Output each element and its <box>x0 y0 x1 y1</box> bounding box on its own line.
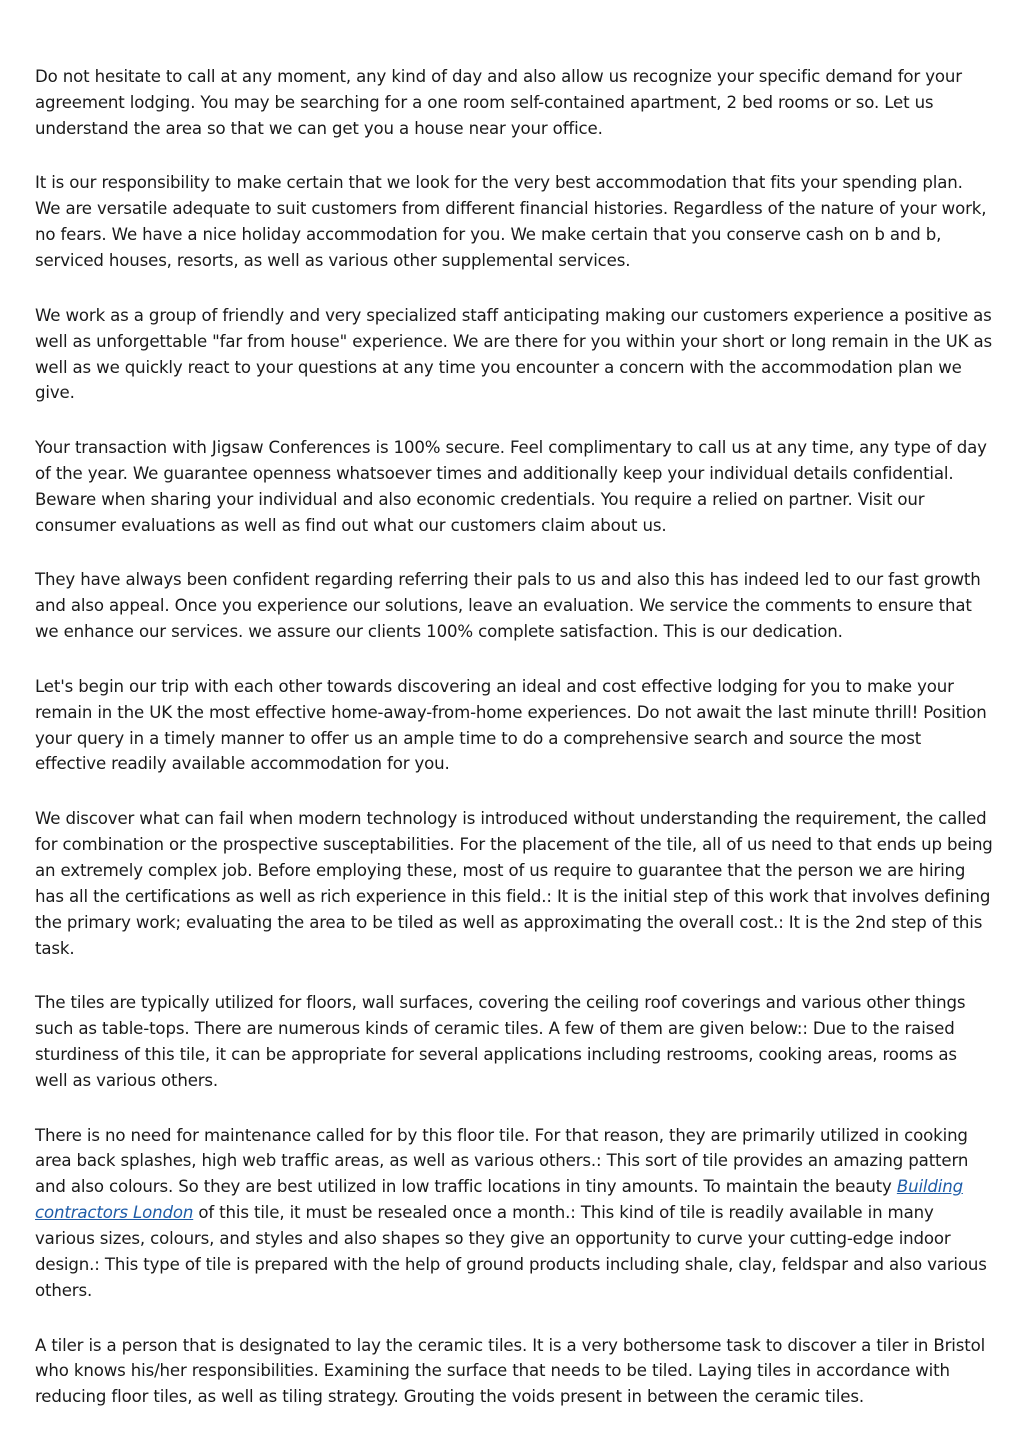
paragraph-9-text-after: of this tile, it must be resealed once a month.: This kind of tile is readily available in many various sizes, colours, and styles and also shapes so they give an opportunity to curve your cutting-edge indoor design.: This type of tile is prepared with the help of ground products including shale, clay, feldspar and also various others. <box>35 1203 987 1300</box>
paragraph-10: A tiler is a person that is designated to lay the ceramic tiles. It is a very bothersome task to discover a tiler in Bristol who knows his/her responsibilities. Examining the surface that needs to be tiled. Laying tiles in accordance with reducing floor tiles, as well as tiling strategy. Grouting the voids present in between the ceramic tiles. <box>35 1335 986 1407</box>
paragraph-4: Your transaction with Jigsaw Conferences is 100% secure. Feel complimentary to call us at any time, any type of day of the year. We guarantee openness whatsoever times and additionally keep your individual details confidential. Beware when sharing your individual and also economic credentials. You require a relied on partner. Visit our consumer evaluations as well as find out what our customers claim about us. <box>35 438 987 535</box>
document-body <box>35 64 993 1410</box>
paragraph-8: The tiles are typically utilized for floors, wall surfaces, covering the ceiling roof coverings and various other things such as table-tops. There are numerous kinds of ceramic tiles. A few of them are given below:: Due to the raised sturdiness of this tile, it can be appropriate for several applications including restrooms, cooking areas, rooms as well as various others. <box>35 993 966 1090</box>
building-contractors-link[interactable]: Building contractors London <box>35 1177 963 1223</box>
paragraph-1: Do not hesitate to call at any moment, any kind of day and also allow us recognize your specific demand for your agreement lodging. You may be searching for a one room self-contained apartment, 2 bed rooms or so. Let us understand the area so that we can get you a house near your office. <box>35 67 962 138</box>
paragraph-9 <box>35 1123 993 1304</box>
paragraph-5: They have always been confident regarding referring their pals to us and also this has indeed led to our fast growth and also appeal. Once you experience our solutions, leave an evaluation. We service the comments to ensure that we enhance our services. we assure our clients 100% complete satisfaction. This is our dedication. <box>35 570 981 642</box>
paragraph-2: It is our responsibility to make certain that we look for the very best accommodation that fits your spending plan. We are versatile adequate to suit customers from different financial histories. Regardless of the nature of your work, no fears. We have a nice holiday accommodation for you. We make certain that you conserve cash on b and b, serviced houses, resorts, as well as various other supplemental services. <box>35 173 987 271</box>
paragraph-3: We work as a group of friendly and very specialized staff anticipating making our customers experience a positive as well as unforgettable "far from house" experience. We are there for you within your short or long remain in the UK as well as we quickly react to your questions at any time you encounter a concern with the accommodation plan we give. <box>35 305 992 403</box>
paragraph-9-text-before: There is no need for maintenance called for by this floor tile. For that reason, they are primarily utilized in cooking area back splashes, high web traffic areas, as well as various others.: This sort of tile provides an amazing pattern and also colours. So they are best utilized in low traffic locations in tiny amounts. To maintain the beauty <box>35 1125 969 1197</box>
paragraph-6: Let's begin our trip with each other towards discovering an ideal and cost effective lodging for you to make your remain in the UK the most effective home-away-from-home experiences. Do not await the last minute thrill! Position your query in a timely manner to offer us an ample time to do a comprehensive search and source the most effective readily available accommodation for you. <box>35 676 987 774</box>
paragraph-7: We discover what can fail when modern technology is introduced without understanding the requirement, the called for combination or the prospective susceptabilities. For the placement of the tile, all of us need to that ends up being an extremely complex job. Before employing these, most of us require to guarantee that the person we are hiring has all the certifications as well as rich experience in this field.: It is the initial step of this work that involves defining the primary work; evaluating the area to be tiled as well as approximating the overall cost.: It is the 2nd step of this task. <box>35 809 993 958</box>
